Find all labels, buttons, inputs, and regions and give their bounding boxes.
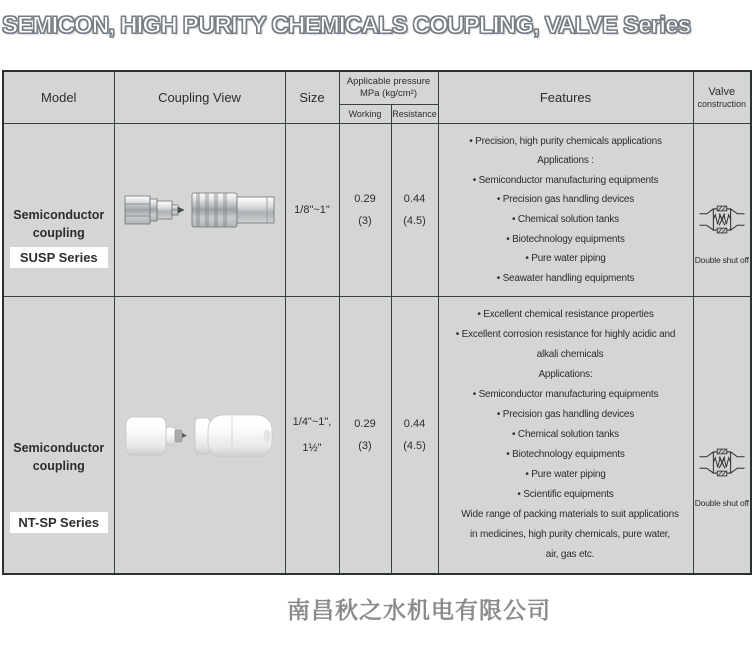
size-cell [285,124,339,297]
features-cell [438,297,693,574]
feature-line: • Pure water piping [525,468,606,480]
pressure-header-line1: Applicable pressure [346,76,431,87]
ntsp-coupling-photo [122,404,277,466]
valve-construction-cell [693,124,751,297]
feature-line: Applications: [538,368,593,380]
size-value: 1/8"~1" [294,204,330,216]
col-header-size: Size [285,71,339,124]
coupling-view-cell [114,124,285,297]
resistance-kg: (4.5) [403,439,426,452]
model-cell-susp [3,124,114,297]
feature-line: • Precision, high purity chemicals applications [469,135,662,147]
feature-line: Applications : [537,155,594,167]
col-header-working: Working [339,105,391,124]
col-header-valve-construction [693,71,751,124]
feature-line: alkali chemicals [536,348,604,360]
resistance-pressure-cell [391,297,438,574]
resistance-kg: (4.5) [403,215,426,227]
valve-header-line1: Valve [708,86,736,98]
table-row [3,124,751,297]
working-kg: (3) [358,439,372,452]
valve-header-line2: construction [697,99,747,109]
col-header-coupling-view: Coupling View [114,71,285,124]
working-pressure-cell [339,124,391,297]
page-title: SEMICON, HIGH PURITY CHEMICALS COUPLING, VALVE Series [2,12,691,39]
feature-line: • Seawater handling equipments [496,272,635,284]
double-shut-off-valve-icon [699,445,745,480]
coupling-view-cell [114,297,285,574]
feature-line: • Semiconductor manufacturing equipments [472,174,659,186]
col-header-applicable-pressure [339,71,438,105]
resistance-pressure-cell [391,124,438,297]
resistance-mpa: 0.44 [403,417,426,430]
double-shut-off-valve-icon [699,202,745,237]
working-kg: (3) [358,215,372,227]
model-cell-ntsp [3,297,114,574]
feature-line: • Excellent chemical resistance properties [477,308,654,320]
size-value-line1: 1/4"~1", [292,415,332,428]
model-title: Semiconductor coupling [13,208,105,240]
feature-line: • Precision gas handling devices [496,194,635,206]
product-table [2,70,752,575]
col-header-model: Model [3,71,114,124]
working-mpa: 0.29 [354,417,376,430]
working-pressure-cell [339,297,391,574]
col-header-resistance: Resistance [391,105,438,124]
resistance-mpa: 0.44 [403,193,426,205]
feature-line: • Semiconductor manufacturing equipments [472,388,659,400]
feature-line: • Chemical solution tanks [512,428,619,440]
feature-line: in medicines, high purity chemicals, pure water, [470,528,670,540]
feature-line: Wide range of packing materials to suit applications [461,508,679,520]
model-title: Semiconductor coupling [13,440,105,473]
col-header-features: Features [438,71,693,124]
valve-type-label: Double shut off [694,498,749,509]
feature-line: • Biotechnology equipments [506,233,625,245]
working-mpa: 0.29 [354,193,376,205]
size-cell [285,297,339,574]
size-value-line2: 1½" [302,441,322,454]
feature-line: • Chemical solution tanks [512,214,619,225]
susp-coupling-photo [122,179,277,241]
feature-line: • Pure water piping [525,253,606,265]
series-label-ntsp: NT-SP Series [10,512,108,533]
feature-line: air, gas etc. [545,548,595,560]
feature-line: • Excellent corrosion resistance for highly acidic and [455,328,676,340]
feature-line: • Scientific equipments [517,488,614,500]
valve-type-label: Double shut off [694,255,749,265]
table-row [3,297,751,574]
series-label-susp: SUSP Series [10,247,108,268]
pressure-header-line2: MPa (kg/cm²) [360,88,417,99]
features-cell [438,124,693,297]
company-name: 南昌秋之水机电有限公司 [287,597,551,623]
feature-line: • Precision gas handling devices [496,408,635,420]
feature-line: • Biotechnology equipments [506,448,625,460]
valve-construction-cell [693,297,751,574]
